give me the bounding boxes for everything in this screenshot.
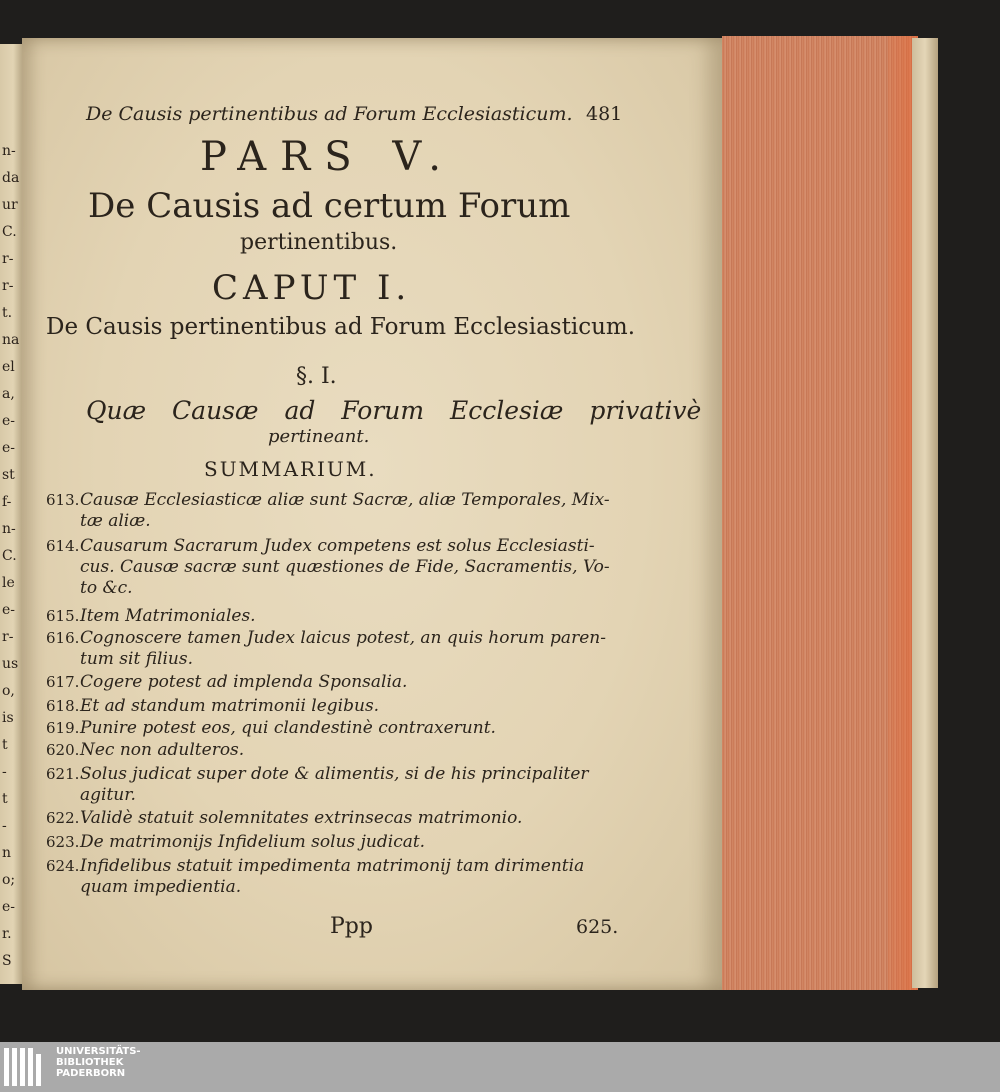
entry-number: 623. bbox=[46, 833, 80, 851]
summary-entry bbox=[46, 764, 626, 806]
left-page-fragment: e- bbox=[2, 440, 16, 456]
left-page-fragment: e- bbox=[2, 413, 16, 429]
footer-bar bbox=[0, 1042, 1000, 1092]
entry-number: 614. bbox=[46, 537, 80, 555]
entry-text: Et ad standum matrimonii legibus. bbox=[80, 696, 380, 716]
summary-entry bbox=[46, 740, 626, 761]
left-page-fragment: S bbox=[2, 953, 12, 969]
left-page-fragment: C. bbox=[2, 224, 17, 240]
library-name: UNIVERSITÄTS- BIBLIOTHEK PADERBORN bbox=[56, 1046, 141, 1079]
entry-number: 624. bbox=[46, 857, 80, 875]
left-page-fragment: ur bbox=[2, 197, 18, 213]
entry-continuation: tum sit filius. bbox=[80, 649, 193, 669]
summary-entry bbox=[46, 856, 626, 898]
summary-heading: SUMMARIUM. bbox=[204, 457, 377, 481]
entry-number: 621. bbox=[46, 765, 80, 783]
chapter-title: CAPUT I. bbox=[212, 268, 412, 308]
left-page-fragment: r- bbox=[2, 278, 14, 294]
catchword: Ppp bbox=[330, 914, 373, 939]
entry-text: Cognoscere tamen Judex laicus potest, an quis horum paren- bbox=[80, 628, 606, 648]
summary-entry bbox=[46, 628, 626, 670]
left-page-fragment: le bbox=[2, 575, 15, 591]
entry-text: Nec non adulteros. bbox=[80, 740, 245, 760]
entry-number: 618. bbox=[46, 697, 80, 715]
entry-text: Causæ Ecclesiasticæ aliæ sunt Sacræ, aliæ Temporales, Mix- bbox=[80, 490, 610, 510]
entry-number: 617. bbox=[46, 673, 80, 691]
section-title-line1: Quæ Causæ ad Forum Ecclesiæ privativè bbox=[86, 396, 702, 425]
left-page-fragment: r- bbox=[2, 251, 14, 267]
summary-entry bbox=[46, 832, 626, 853]
entry-number: 615. bbox=[46, 607, 80, 625]
left-page-fragment: a, bbox=[2, 386, 15, 402]
library-logo-icon bbox=[4, 1048, 52, 1086]
left-page-fragment: - bbox=[2, 764, 7, 780]
left-page-fragment: st bbox=[2, 467, 15, 483]
left-page-fragment: na bbox=[2, 332, 20, 348]
entry-continuation: cus. Causæ sacræ sunt quæstiones de Fide, Sacramentis, Vo- bbox=[80, 557, 610, 577]
left-page-fragment: us bbox=[2, 656, 19, 672]
entry-text: Cogere potest ad implenda Sponsalia. bbox=[80, 672, 408, 692]
left-page-fragment: n- bbox=[2, 143, 16, 159]
chapter-subtitle: De Causis pertinentibus ad Forum Ecclesiasticum. bbox=[46, 314, 636, 340]
left-page-fragment: r- bbox=[2, 629, 14, 645]
summary-entry bbox=[46, 672, 626, 693]
left-page-fragment: e- bbox=[2, 899, 16, 915]
entry-continuation: to &c. bbox=[80, 578, 133, 598]
left-page-fragment: n bbox=[2, 845, 12, 861]
signature-mark: 625. bbox=[576, 916, 619, 938]
entry-text: Validè statuit solemnitates extrinsecas matrimonio. bbox=[80, 808, 523, 828]
left-page-edge bbox=[0, 44, 22, 984]
left-page-fragment: e- bbox=[2, 602, 16, 618]
part-subtitle-line1: De Causis ad certum Forum bbox=[88, 186, 571, 226]
summary-entry bbox=[46, 606, 626, 627]
entry-number: 619. bbox=[46, 719, 80, 737]
left-page-fragment: n- bbox=[2, 521, 16, 537]
left-page-fragment: o; bbox=[2, 872, 16, 888]
left-page-fragment: t. bbox=[2, 305, 13, 321]
summary-entry bbox=[46, 490, 626, 532]
left-page-fragment: el bbox=[2, 359, 15, 375]
entry-text: Infidelibus statuit impedimenta matrimonij tam dirimentia bbox=[80, 856, 585, 876]
entry-text: Causarum Sacrarum Judex competens est solus Ecclesiasti- bbox=[80, 536, 595, 556]
part-subtitle-line2: pertinentibus. bbox=[240, 230, 398, 255]
entry-number: 620. bbox=[46, 741, 80, 759]
entry-continuation: tæ aliæ. bbox=[80, 511, 151, 531]
entry-text: Item Matrimoniales. bbox=[80, 606, 256, 626]
summary-entry bbox=[46, 808, 626, 829]
book-cover-edge bbox=[912, 38, 938, 988]
left-page-fragment: da bbox=[2, 170, 20, 186]
entry-text: De matrimonijs Infidelium solus judicat. bbox=[80, 832, 426, 852]
section-title-line2: pertineant. bbox=[268, 426, 370, 447]
running-head: De Causis pertinentibus ad Forum Ecclesiasticum. bbox=[86, 103, 573, 125]
left-page-fragment: t bbox=[2, 791, 8, 807]
page-number: 481 bbox=[586, 103, 623, 125]
left-page-fragment: is bbox=[2, 710, 14, 726]
section-mark: §. I. bbox=[296, 364, 337, 389]
summary-entry bbox=[46, 718, 626, 739]
entry-number: 622. bbox=[46, 809, 80, 827]
entry-continuation: quam impedientia. bbox=[80, 877, 242, 897]
summary-entry bbox=[46, 536, 626, 599]
entry-number: 616. bbox=[46, 629, 80, 647]
entry-text: Solus judicat super dote & alimentis, si de his principaliter bbox=[80, 764, 589, 784]
left-page-fragment: C. bbox=[2, 548, 17, 564]
left-page-fragment: f- bbox=[2, 494, 12, 510]
entry-text: Punire potest eos, qui clandestinè contraxerunt. bbox=[80, 718, 496, 738]
left-page-fragment: t bbox=[2, 737, 8, 753]
left-page-fragment: r. bbox=[2, 926, 12, 942]
entry-continuation: agitur. bbox=[80, 785, 136, 805]
entry-number: 613. bbox=[46, 491, 80, 509]
page-fore-edge bbox=[722, 36, 918, 990]
part-title: PARS V. bbox=[200, 134, 455, 180]
left-page-fragment: o, bbox=[2, 683, 15, 699]
left-page-fragment: - bbox=[2, 818, 7, 834]
summary-entry bbox=[46, 696, 626, 717]
